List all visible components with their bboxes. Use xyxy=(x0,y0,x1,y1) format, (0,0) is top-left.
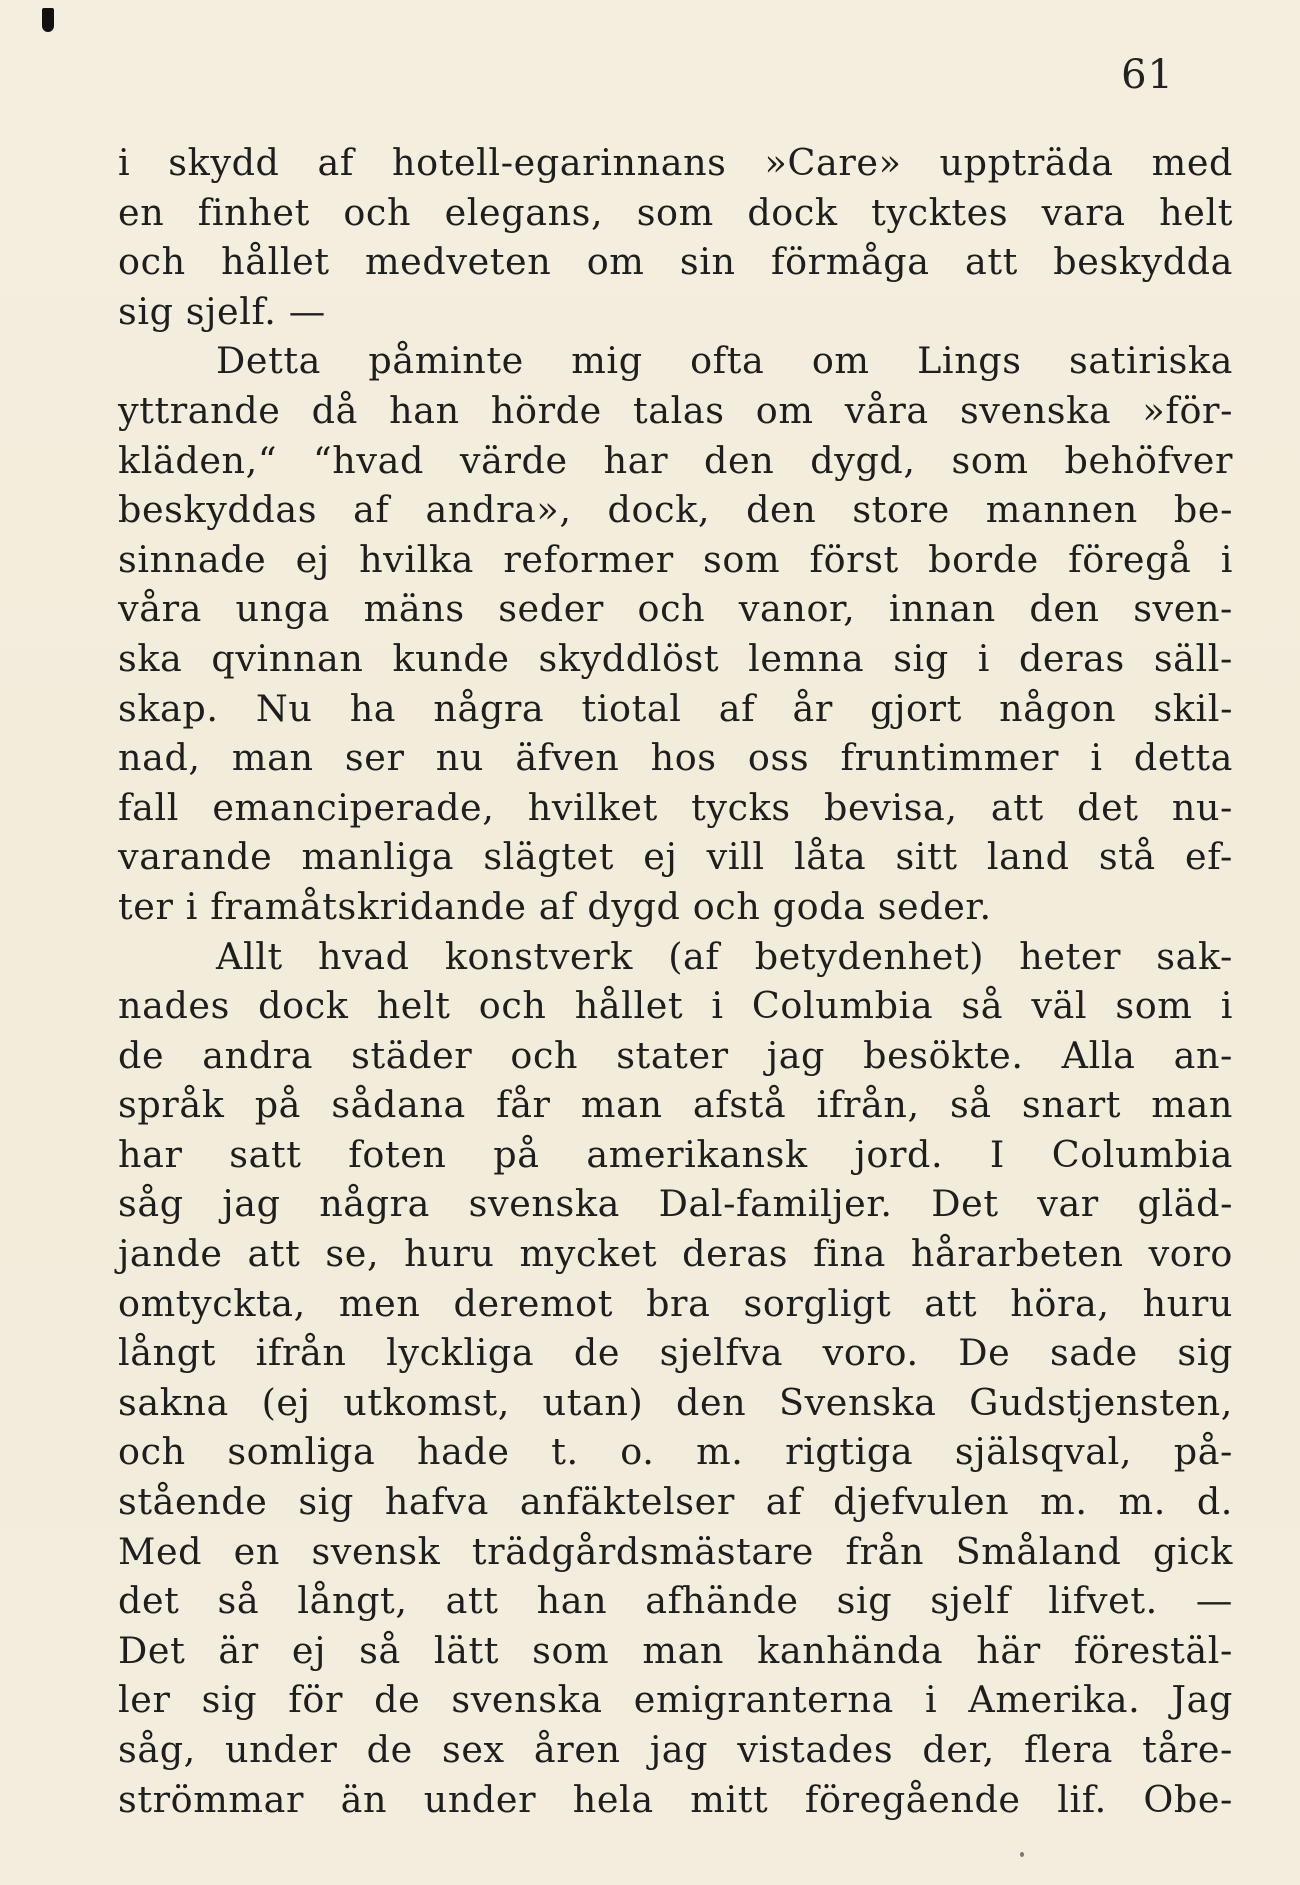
body-text xyxy=(118,138,1233,1824)
text-line: yttrande då han hörde talas om våra svenska »för- xyxy=(118,388,1233,432)
text-line: Allt hvad konstverk (af betydenhet) heter sak- xyxy=(216,934,1233,978)
text-line: omtyckta, men deremot bra sorgligt att höra, huru xyxy=(118,1281,1233,1325)
ink-mark xyxy=(42,8,54,32)
text-line: nad, man ser nu äfven hos oss fruntimmer i detta xyxy=(118,736,1233,780)
text-line: kläden,“ “hvad värde har den dygd, som behöfver xyxy=(118,438,1233,482)
text-line: sakna (ej utkomst, utan) den Svenska Gudstjensten, xyxy=(118,1380,1233,1424)
page-number: 61 xyxy=(1121,52,1174,98)
text-line: långt ifrån lyckliga de sjelfva voro. De sade sig xyxy=(118,1331,1233,1375)
text-line: ler sig för de svenska emigranterna i Amerika. Jag xyxy=(118,1678,1233,1722)
text-line: strömmar än under hela mitt föregående lif. Obe- xyxy=(118,1777,1233,1821)
text-line: våra unga mäns seder och vanor, innan den sven- xyxy=(118,587,1233,631)
text-line: fall emanciperade, hvilket tycks bevisa, att det nu- xyxy=(118,785,1233,829)
paper-speck xyxy=(1020,1852,1024,1857)
text-line: ska qvinnan kunde skyddlöst lemna sig i deras säll- xyxy=(118,636,1233,680)
text-line: de andra städer och stater jag besökte. Alla an- xyxy=(118,1033,1233,1077)
text-line: ter i framåtskridande af dygd och goda seder. xyxy=(118,884,992,928)
text-line: såg jag några svenska Dal-familjer. Det var gläd- xyxy=(118,1182,1233,1226)
text-line: Detta påminte mig ofta om Lings satiriska xyxy=(216,339,1233,383)
text-line: språk på sådana får man afstå ifrån, så snart man xyxy=(118,1083,1233,1127)
text-line: har satt foten på amerikansk jord. I Columbia xyxy=(118,1132,1233,1176)
text-line: det så långt, att han afhände sig sjelf lifvet. — xyxy=(118,1579,1233,1623)
text-line: stående sig hafva anfäktelser af djefvulen m. m. d. xyxy=(118,1480,1233,1524)
text-line: i skydd af hotell-egarinnans »Care» uppträda med xyxy=(118,141,1233,184)
text-line: Det är ej så lätt som man kanhända här förestäl- xyxy=(118,1628,1233,1672)
text-line: jande att se, huru mycket deras fina hårarbeten voro xyxy=(118,1232,1233,1276)
text-line: beskyddas af andra», dock, den store mannen be- xyxy=(118,488,1233,532)
text-line: skap. Nu ha några tiotal af år gjort någon skil- xyxy=(118,686,1233,730)
text-line: och hållet medveten om sin förmåga att beskydda xyxy=(118,240,1233,284)
text-line: och somliga hade t. o. m. rigtiga själsqval, på- xyxy=(118,1430,1233,1474)
text-line: Med en svensk trädgårdsmästare från Småland gick xyxy=(118,1529,1233,1573)
text-line: nades dock helt och hållet i Columbia så väl som i xyxy=(118,984,1233,1028)
text-line: sinnade ej hvilka reformer som först borde föregå i xyxy=(118,537,1233,581)
text-line: sig sjelf. — xyxy=(118,289,326,333)
text-line: varande manliga slägtet ej vill låta sitt land stå ef- xyxy=(118,835,1233,879)
text-line: såg, under de sex åren jag vistades der, flera tåre- xyxy=(118,1728,1233,1771)
text-line: en finhet och elegans, som dock tycktes vara helt xyxy=(118,190,1233,234)
